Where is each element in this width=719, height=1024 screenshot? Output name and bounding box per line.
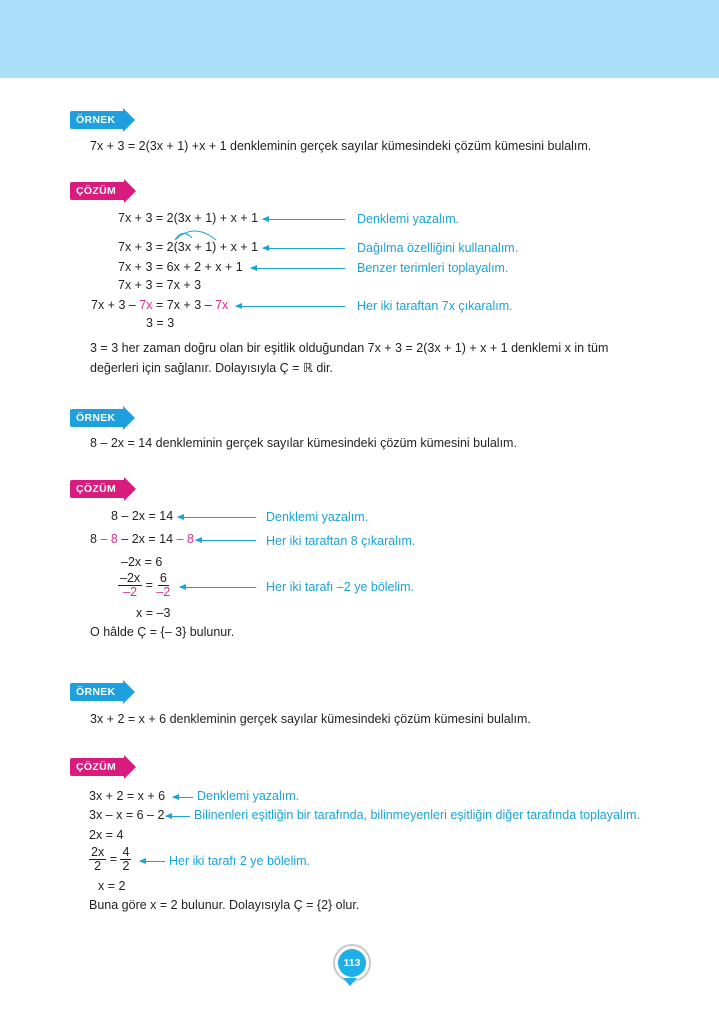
example-badge-label: ÖRNEK bbox=[70, 683, 123, 701]
example1-step-4: 7x + 3 = 7x + 3 bbox=[118, 278, 202, 292]
example2-note-4: Her iki tarafı –2 ye bölelim. bbox=[266, 580, 414, 594]
example1-conclusion-line1: 3 = 3 her zaman doğru olan bir eşitlik olduğundan 7x + 3 = 2(3x + 1) + x + 1 denklemi x in tüm bbox=[90, 341, 609, 355]
header-band bbox=[0, 0, 719, 78]
arrow-left-icon bbox=[173, 797, 193, 798]
example3-question: 3x + 2 = x + 6 denkleminin gerçek sayılar kümesindeki çözüm kümesini bulalım. bbox=[90, 712, 531, 726]
solution-badge bbox=[70, 479, 136, 499]
example1-note-2: Dağılma özelliğini kullanalım. bbox=[357, 241, 519, 255]
arrow-left-icon bbox=[140, 861, 165, 862]
example-badge bbox=[70, 682, 135, 702]
example1-step-1: 7x + 3 = 2(3x + 1) + x + 1 bbox=[118, 211, 259, 225]
example3-step-5: x = 2 bbox=[98, 879, 126, 893]
example-badge bbox=[70, 110, 135, 130]
example2-note-2: Her iki taraftan 8 çıkaralım. bbox=[266, 534, 416, 548]
example1-note-3: Benzer terimleri toplayalım. bbox=[357, 261, 509, 275]
page-pointer-icon bbox=[343, 978, 357, 986]
example1-step-5: 7x + 3 – 7x = 7x + 3 – 7x bbox=[91, 298, 229, 312]
arrow-left-icon bbox=[236, 306, 345, 307]
example1-note-5: Her iki taraftan 7x çıkaralım. bbox=[357, 299, 513, 313]
arrow-left-icon bbox=[263, 248, 345, 249]
example3-note-1: Denklemi yazalım. bbox=[197, 789, 300, 803]
example2-conclusion: O hâlde Ç = {– 3} bulunur. bbox=[90, 625, 235, 639]
example2-step-4: $\frac{-2x}{-2}$ = $\frac{6}{-2}$ bbox=[120, 571, 171, 599]
solution-badge-label: ÇÖZÜM bbox=[70, 480, 124, 498]
example3-step-1: 3x + 2 = x + 6 bbox=[89, 789, 166, 803]
example2-step-1: 8 – 2x = 14 bbox=[111, 509, 174, 523]
arrow-left-icon bbox=[178, 517, 256, 518]
example-badge-label: ÖRNEK bbox=[70, 409, 123, 427]
example1-question: 7x + 3 = 2(3x + 1) +x + 1 denkleminin gerçek sayılar kümesindeki çözüm kümesini bulalım. bbox=[90, 139, 592, 153]
solution-badge-label: ÇÖZÜM bbox=[70, 182, 124, 200]
example3-step-2: 3x – x = 6 – 2 bbox=[89, 808, 165, 822]
example1-conclusion-line2: değerleri için sağlanır. Dolayısıyla Ç = ℝ dir. bbox=[90, 361, 333, 375]
solution-badge bbox=[70, 181, 136, 201]
example3-step-3: 2x = 4 bbox=[89, 828, 124, 842]
example1-step-3: 7x + 3 = 6x + 2 + x + 1 bbox=[118, 260, 243, 274]
example2-step-5: x = –3 bbox=[136, 606, 171, 620]
example1-note-1: Denklemi yazalım. bbox=[357, 212, 460, 226]
example3-note-4: Her iki tarafı 2 ye bölelim. bbox=[169, 854, 311, 868]
arrow-left-icon bbox=[251, 268, 345, 269]
solution-badge-label: ÇÖZÜM bbox=[70, 758, 124, 776]
example1-step-2: 7x + 3 = 2(3x + 1) + x + 1 bbox=[118, 240, 259, 254]
example2-step-3: –2x = 6 bbox=[121, 555, 163, 569]
page-number: 113 bbox=[338, 949, 366, 977]
example3-conclusion: Buna göre x = 2 bulunur. Dolayısıyla Ç = {2} olur. bbox=[89, 898, 360, 912]
example3-step-4: $\frac{2x}{2}$ = $\frac{4}{2}$ bbox=[91, 845, 130, 873]
solution-badge bbox=[70, 757, 136, 777]
example2-step-2: 8 – 8 – 2x = 14 – 8 bbox=[90, 532, 194, 546]
example-badge bbox=[70, 408, 135, 428]
arrow-left-icon bbox=[196, 540, 256, 541]
page-number-badge bbox=[333, 944, 371, 982]
arrow-left-icon bbox=[180, 587, 256, 588]
example3-note-2: Bilinenleri eşitliğin bir tarafında, bilinmeyenleri eşitliğin diğer tarafında toplayalım. bbox=[194, 808, 641, 822]
arrow-left-icon bbox=[166, 816, 190, 817]
example1-step-6: 3 = 3 bbox=[146, 316, 175, 330]
example2-note-1: Denklemi yazalım. bbox=[266, 510, 369, 524]
example-badge-label: ÖRNEK bbox=[70, 111, 123, 129]
arrow-left-icon bbox=[263, 219, 345, 220]
example2-question: 8 – 2x = 14 denkleminin gerçek sayılar kümesindeki çözüm kümesini bulalım. bbox=[90, 436, 517, 450]
